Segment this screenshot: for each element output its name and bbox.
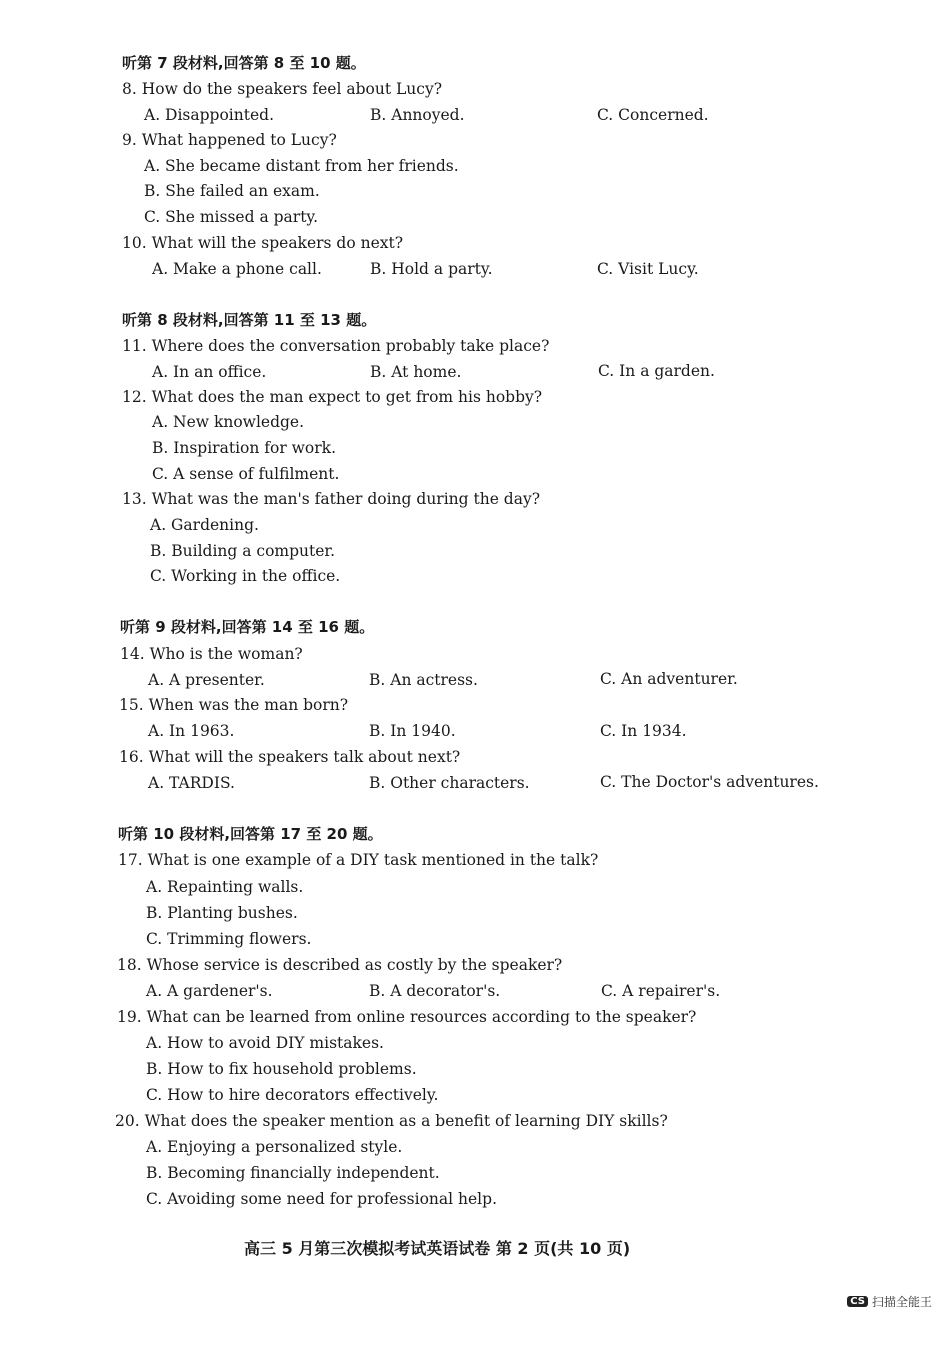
answer-option: C. Working in the office.: [150, 567, 341, 585]
answer-option: C. She missed a party.: [144, 208, 319, 226]
question-stem: 20. What does the speaker mention as a benefit of learning DIY skills?: [115, 1112, 668, 1130]
question-stem: 18. Whose service is described as costly by the speaker?: [117, 956, 563, 974]
answer-option: A. A presenter.: [148, 671, 265, 689]
answer-option: C. An adventurer.: [600, 670, 738, 688]
answer-option: A. New knowledge.: [152, 413, 305, 431]
answer-option: C. The Doctor's adventures.: [600, 773, 819, 791]
answer-option: B. Planting bushes.: [146, 904, 298, 922]
answer-option: C. In 1934.: [600, 722, 687, 740]
answer-option: B. Becoming financially independent.: [146, 1164, 440, 1182]
section-heading: 听第 7 段材料,回答第 8 至 10 题。: [122, 54, 366, 72]
answer-option: B. She failed an exam.: [144, 182, 320, 200]
answer-option: A. Gardening.: [150, 516, 259, 534]
question-stem: 14. Who is the woman?: [120, 645, 303, 663]
question-stem: 12. What does the man expect to get from his hobby?: [122, 388, 543, 406]
answer-option: A. Repainting walls.: [146, 878, 304, 896]
answer-option: C. A sense of fulfilment.: [152, 465, 340, 483]
question-stem: 19. What can be learned from online resources according to the speaker?: [117, 1008, 697, 1026]
answer-option: A. How to avoid DIY mistakes.: [146, 1034, 384, 1052]
question-stem: 9. What happened to Lucy?: [122, 131, 337, 149]
answer-option: C. How to hire decorators effectively.: [146, 1086, 439, 1104]
answer-option: C. Visit Lucy.: [597, 260, 699, 278]
question-stem: 16. What will the speakers talk about next?: [119, 748, 461, 766]
answer-option: A. In an office.: [152, 363, 267, 381]
question-stem: 13. What was the man's father doing during the day?: [122, 490, 541, 508]
question-stem: 17. What is one example of a DIY task mentioned in the talk?: [118, 851, 599, 869]
question-stem: 15. When was the man born?: [119, 696, 349, 714]
page-footer: 高三 5 月第三次模拟考试英语试卷 第 2 页(共 10 页): [244, 1239, 631, 1258]
answer-option: A. In 1963.: [148, 722, 235, 740]
answer-option: A. A gardener's.: [146, 982, 273, 1000]
answer-option: A. She became distant from her friends.: [144, 157, 459, 175]
answer-option: A. Enjoying a personalized style.: [146, 1138, 403, 1156]
answer-option: B. How to fix household problems.: [146, 1060, 417, 1078]
answer-option: B. Inspiration for work.: [152, 439, 336, 457]
watermark-text: 扫描全能王: [871, 1295, 932, 1307]
answer-option: A. Disappointed.: [144, 106, 274, 124]
question-stem: 8. How do the speakers feel about Lucy?: [122, 80, 443, 98]
section-heading: 听第 9 段材料,回答第 14 至 16 题。: [120, 618, 375, 636]
answer-option: B. Annoyed.: [370, 106, 465, 124]
answer-option: B. Building a computer.: [150, 542, 336, 560]
answer-option: C. Avoiding some need for professional help.: [146, 1190, 497, 1208]
answer-option: A. TARDIS.: [148, 774, 235, 792]
question-stem: 11. Where does the conversation probably take place?: [122, 337, 550, 355]
answer-option: B. At home.: [370, 363, 462, 381]
answer-option: A. Make a phone call.: [152, 260, 322, 278]
cs-logo-icon: CS: [847, 1296, 868, 1307]
answer-option: C. In a garden.: [598, 362, 715, 380]
section-heading: 听第 8 段材料,回答第 11 至 13 题。: [122, 311, 377, 329]
answer-option: B. Other characters.: [369, 774, 530, 792]
answer-option: B. An actress.: [369, 671, 478, 689]
answer-option: C. Concerned.: [597, 106, 709, 124]
question-stem: 10. What will the speakers do next?: [122, 234, 404, 252]
scanner-watermark: [847, 1295, 932, 1307]
answer-option: C. Trimming flowers.: [146, 930, 312, 948]
answer-option: C. A repairer's.: [601, 982, 721, 1000]
answer-option: B. In 1940.: [369, 722, 456, 740]
answer-option: B. Hold a party.: [370, 260, 493, 278]
section-heading: 听第 10 段材料,回答第 17 至 20 题。: [118, 825, 383, 843]
answer-option: B. A decorator's.: [369, 982, 501, 1000]
